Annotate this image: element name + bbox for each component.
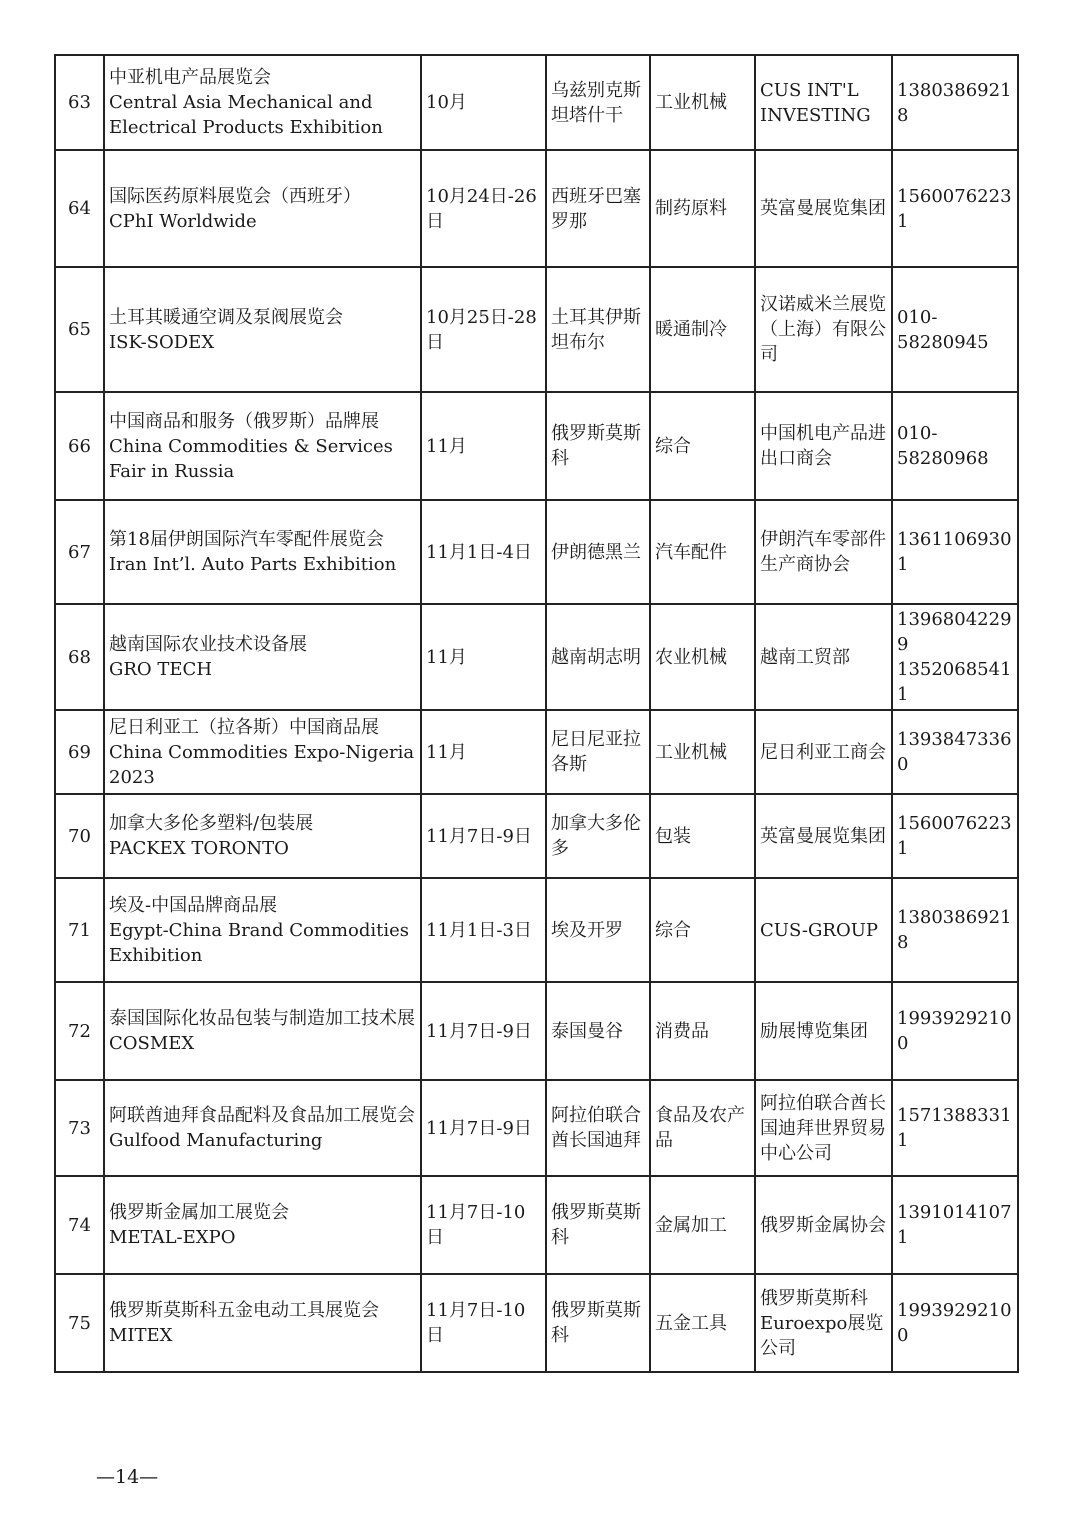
exhibition-time: 11月7日-9日 bbox=[421, 982, 546, 1080]
exhibition-name-cn: 俄罗斯莫斯科五金电动工具展览会 bbox=[109, 1300, 379, 1321]
row-number: 63 bbox=[55, 55, 104, 150]
table-row bbox=[55, 392, 1018, 500]
contact-phone: 010-58280945 bbox=[892, 267, 1018, 392]
exhibition-name bbox=[104, 267, 421, 392]
exhibition-organizer: CUS INT'L INVESTING bbox=[755, 55, 892, 150]
contact-phone: 13803869218 bbox=[892, 878, 1018, 982]
exhibition-time: 10月24日-26日 bbox=[421, 150, 546, 267]
exhibition-time: 11月7日-10日 bbox=[421, 1274, 546, 1372]
exhibition-name bbox=[104, 1176, 421, 1274]
contact-phone: 13803869218 bbox=[892, 55, 1018, 150]
contact-phone: 15600762231 bbox=[892, 150, 1018, 267]
exhibition-organizer: 俄罗斯金属协会 bbox=[755, 1176, 892, 1274]
table-row bbox=[55, 500, 1018, 604]
exhibition-industry: 工业机械 bbox=[650, 710, 755, 794]
exhibition-industry: 制药原料 bbox=[650, 150, 755, 267]
row-number: 65 bbox=[55, 267, 104, 392]
exhibition-name bbox=[104, 55, 421, 150]
row-number: 75 bbox=[55, 1274, 104, 1372]
exhibition-name-cn: 俄罗斯金属加工展览会 bbox=[109, 1202, 289, 1223]
exhibition-time: 11月1日-3日 bbox=[421, 878, 546, 982]
exhibition-time: 11月 bbox=[421, 604, 546, 710]
row-number: 66 bbox=[55, 392, 104, 500]
exhibition-place: 泰国曼谷 bbox=[546, 982, 650, 1080]
exhibition-organizer: 越南工贸部 bbox=[755, 604, 892, 710]
exhibition-name-cn: 埃及-中国品牌商品展 bbox=[109, 894, 278, 916]
exhibition-industry: 综合 bbox=[650, 878, 755, 982]
exhibition-place: 越南胡志明 bbox=[546, 604, 650, 710]
exhibition-name bbox=[104, 150, 421, 267]
exhibition-name-cn: 国际医药原料展览会（西班牙） bbox=[109, 185, 361, 207]
exhibition-name-en: Iran Int’l. Auto Parts Exhibition bbox=[109, 554, 397, 575]
exhibition-name bbox=[104, 392, 421, 500]
table-row bbox=[55, 878, 1018, 982]
table-row bbox=[55, 150, 1018, 267]
exhibition-industry: 包装 bbox=[650, 794, 755, 878]
row-number: 67 bbox=[55, 500, 104, 604]
exhibition-name-en: Central Asia Mechanical and Electrical Products Exhibition bbox=[109, 92, 383, 138]
exhibition-organizer: 中国机电产品进出口商会 bbox=[755, 392, 892, 500]
exhibition-organizer: 英富曼展览集团 bbox=[755, 794, 892, 878]
exhibition-name bbox=[104, 1080, 421, 1176]
exhibition-organizer: 俄罗斯莫斯科Euroexpo展览公司 bbox=[755, 1274, 892, 1372]
exhibition-place: 伊朗德黑兰 bbox=[546, 500, 650, 604]
exhibition-name-cn: 泰国国际化妆品包装与制造加工技术展 bbox=[109, 1008, 415, 1029]
exhibition-time: 11月1日-4日 bbox=[421, 500, 546, 604]
exhibition-table-body bbox=[55, 55, 1018, 1372]
row-number: 69 bbox=[55, 710, 104, 794]
contact-phone: 19939292100 bbox=[892, 1274, 1018, 1372]
exhibition-place: 埃及开罗 bbox=[546, 878, 650, 982]
exhibition-name-en: GRO TECH bbox=[109, 659, 213, 680]
table-row bbox=[55, 604, 1018, 710]
row-number: 72 bbox=[55, 982, 104, 1080]
exhibition-organizer: 英富曼展览集团 bbox=[755, 150, 892, 267]
exhibition-name-en: METAL-EXPO bbox=[109, 1227, 236, 1248]
exhibition-time: 11月 bbox=[421, 392, 546, 500]
exhibition-name-en: MITEX bbox=[109, 1325, 173, 1346]
exhibition-name-cn: 阿联酋迪拜食品配料及食品加工展览会 bbox=[109, 1105, 415, 1126]
exhibition-name bbox=[104, 604, 421, 710]
exhibition-industry: 汽车配件 bbox=[650, 500, 755, 604]
exhibition-industry: 消费品 bbox=[650, 982, 755, 1080]
exhibition-place: 俄罗斯莫斯科 bbox=[546, 392, 650, 500]
table-row bbox=[55, 710, 1018, 794]
exhibition-name bbox=[104, 794, 421, 878]
exhibition-time: 10月25日-28日 bbox=[421, 267, 546, 392]
exhibition-name-cn: 第18届伊朗国际汽车零配件展览会 bbox=[109, 529, 384, 550]
contact-phone: 13968042299 13520685411 bbox=[892, 604, 1018, 710]
exhibition-name-en: COSMEX bbox=[109, 1033, 195, 1054]
table-row bbox=[55, 1080, 1018, 1176]
exhibition-place: 俄罗斯莫斯科 bbox=[546, 1274, 650, 1372]
exhibition-name-cn: 尼日利亚工（拉各斯）中国商品展 bbox=[109, 716, 379, 738]
exhibition-place: 西班牙巴塞罗那 bbox=[546, 150, 650, 267]
row-number: 71 bbox=[55, 878, 104, 982]
table-row bbox=[55, 982, 1018, 1080]
exhibition-name-cn: 土耳其暖通空调及泵阀展览会 bbox=[109, 306, 343, 328]
contact-phone: 15600762231 bbox=[892, 794, 1018, 878]
table-row bbox=[55, 1274, 1018, 1372]
exhibition-name-cn: 中国商品和服务（俄罗斯）品牌展 bbox=[109, 410, 379, 432]
contact-phone: 15713883311 bbox=[892, 1080, 1018, 1176]
exhibition-name-en: Gulfood Manufacturing bbox=[109, 1130, 323, 1151]
contact-phone: 13938473360 bbox=[892, 710, 1018, 794]
contact-phone: 19939292100 bbox=[892, 982, 1018, 1080]
exhibition-organizer: 伊朗汽车零部件生产商协会 bbox=[755, 500, 892, 604]
exhibition-organizer: CUS-GROUP bbox=[755, 878, 892, 982]
exhibition-organizer: 尼日利亚工商会 bbox=[755, 710, 892, 794]
exhibition-time: 11月7日-10日 bbox=[421, 1176, 546, 1274]
exhibition-industry: 金属加工 bbox=[650, 1176, 755, 1274]
exhibition-time: 11月7日-9日 bbox=[421, 794, 546, 878]
contact-phone: 13910141071 bbox=[892, 1176, 1018, 1274]
exhibition-table bbox=[54, 54, 1019, 1373]
exhibition-name-en: CPhI Worldwide bbox=[109, 210, 257, 232]
contact-phone: 13611069301 bbox=[892, 500, 1018, 604]
exhibition-organizer: 汉诺威米兰展览（上海）有限公司 bbox=[755, 267, 892, 392]
exhibition-industry: 食品及农产品 bbox=[650, 1080, 755, 1176]
exhibition-name bbox=[104, 982, 421, 1080]
exhibition-organizer: 励展博览集团 bbox=[755, 982, 892, 1080]
exhibition-industry: 暖通制冷 bbox=[650, 267, 755, 392]
exhibition-organizer: 阿拉伯联合酋长国迪拜世界贸易中心公司 bbox=[755, 1080, 892, 1176]
exhibition-industry: 工业机械 bbox=[650, 55, 755, 150]
exhibition-name-en: PACKEX TORONTO bbox=[109, 838, 289, 859]
exhibition-time: 11月 bbox=[421, 710, 546, 794]
exhibition-place: 俄罗斯莫斯科 bbox=[546, 1176, 650, 1274]
page-number: —14— bbox=[96, 1466, 159, 1488]
exhibition-name-en: China Commodities & Services Fair in Russia bbox=[109, 435, 393, 482]
exhibition-name bbox=[104, 878, 421, 982]
row-number: 73 bbox=[55, 1080, 104, 1176]
exhibition-name-en: China Commodities Expo-Nigeria 2023 bbox=[109, 741, 415, 788]
exhibition-name-en: Egypt-China Brand Commodities Exhibition bbox=[109, 919, 409, 966]
table-row bbox=[55, 55, 1018, 150]
row-number: 70 bbox=[55, 794, 104, 878]
exhibition-name-cn: 越南国际农业技术设备展 bbox=[109, 634, 307, 655]
exhibition-place: 阿拉伯联合酋长国迪拜 bbox=[546, 1080, 650, 1176]
exhibition-industry: 综合 bbox=[650, 392, 755, 500]
row-number: 64 bbox=[55, 150, 104, 267]
row-number: 68 bbox=[55, 604, 104, 710]
exhibition-place: 加拿大多伦多 bbox=[546, 794, 650, 878]
exhibition-name-cn: 中亚机电产品展览会 bbox=[109, 67, 271, 88]
contact-phone: 010-58280968 bbox=[892, 392, 1018, 500]
table-row bbox=[55, 1176, 1018, 1274]
table-row bbox=[55, 267, 1018, 392]
exhibition-time: 10月 bbox=[421, 55, 546, 150]
exhibition-industry: 五金工具 bbox=[650, 1274, 755, 1372]
exhibition-name-en: ISK-SODEX bbox=[109, 331, 215, 353]
exhibition-time: 11月7日-9日 bbox=[421, 1080, 546, 1176]
row-number: 74 bbox=[55, 1176, 104, 1274]
exhibition-name-cn: 加拿大多伦多塑料/包装展 bbox=[109, 813, 314, 834]
table-row bbox=[55, 794, 1018, 878]
exhibition-name bbox=[104, 710, 421, 794]
exhibition-name bbox=[104, 500, 421, 604]
exhibition-place: 尼日尼亚拉各斯 bbox=[546, 710, 650, 794]
exhibition-place: 乌兹别克斯坦塔什干 bbox=[546, 55, 650, 150]
exhibition-place: 土耳其伊斯坦布尔 bbox=[546, 267, 650, 392]
exhibition-industry: 农业机械 bbox=[650, 604, 755, 710]
exhibition-name bbox=[104, 1274, 421, 1372]
